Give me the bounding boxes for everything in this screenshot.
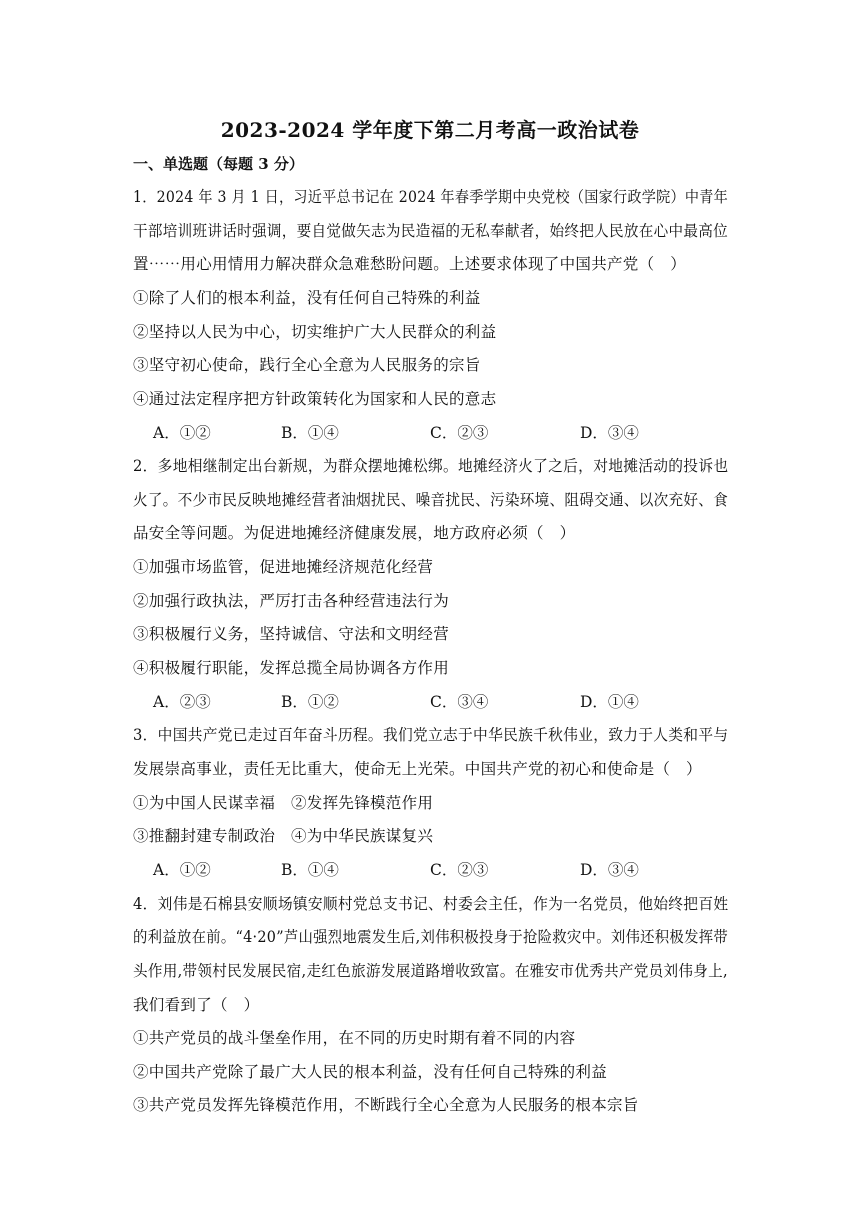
question-text-line: 我们看到了（ ） (133, 996, 260, 1014)
question-text-line: 头作用,带领村民发展民宿,走红色旅游发展道路增收致富。在雅安市优秀共产党员刘伟身上, (133, 962, 728, 980)
option-b: B．①② (281, 693, 339, 711)
question-text-line: 1．2024 年 3 月 1 日，习近平总书记在 2024 年春季学期中央党校（国家行政学院）中青年 (133, 188, 728, 206)
statement-line: ④通过法定程序把方针政策转化为国家和人民的意志 (133, 390, 497, 408)
option-a: A．①② (153, 861, 211, 879)
option-c: C．③④ (430, 693, 489, 711)
statement-line: ②中国共产党除了最广大人民的根本利益，没有任何自己特殊的利益 (133, 1063, 608, 1081)
statement-line: ①共产党员的战斗堡垒作用，在不同的历史时期有着不同的内容 (133, 1029, 576, 1047)
option-a: A．①② (153, 424, 211, 442)
exam-title: 2023-2024 学年度下第二月考高一政治试卷 (220, 118, 640, 142)
question-text-line: 品安全等问题。为促进地摊经济健康发展，地方政府必须（ ） (133, 524, 576, 542)
option-b: B．①④ (281, 424, 339, 442)
option-d: D．③④ (580, 861, 639, 879)
option-d: D．①④ (580, 693, 639, 711)
statement-line: ②加强行政执法，严厉打击各种经营违法行为 (133, 592, 450, 610)
statement-line: ④积极履行职能，发挥总揽全局协调各方作用 (133, 659, 450, 677)
option-d: D．③④ (580, 424, 639, 442)
statement-line: ③推翻封建专制政治 ④为中华民族谋复兴 (133, 827, 434, 845)
question-text-line: 4．刘伟是石棉县安顺场镇安顺村党总支书记、村委会主任，作为一名党员，他始终把百姓 (133, 895, 729, 913)
option-c: C．②③ (430, 424, 489, 442)
statement-line: ①为中国人民谋幸福 ②发挥先锋模范作用 (133, 794, 434, 812)
question-text-line: 发展崇高事业，责任无比重大，使命无上光荣。中国共产党的初心和使命是（ ） (133, 760, 702, 778)
section-heading: 一、单选题（每题 3 分） (133, 155, 304, 173)
statement-line: ③积极履行义务，坚持诚信、守法和文明经营 (133, 625, 450, 643)
option-b: B．①④ (281, 861, 339, 879)
statement-line: ①加强市场监管，促进地摊经济规范化经营 (133, 558, 434, 576)
question-text-line: 干部培训班讲话时强调，要自觉做矢志为民造福的无私奉献者，始终把人民放在心中最高位 (133, 222, 729, 240)
statement-line: ③坚守初心使命，践行全心全意为人民服务的宗旨 (133, 356, 481, 374)
option-c: C．②③ (430, 861, 489, 879)
question-text-line: 火了。不少市民反映地摊经营者油烟扰民、噪音扰民、污染环境、阻碍交通、以次充好、食 (133, 491, 729, 509)
question-text-line: 置⋯⋯用心用情用力解决群众急难愁盼问题。上述要求体现了中国共产党（ ） (133, 255, 687, 273)
statement-line: ③共产党员发挥先锋模范作用，不断践行全心全意为人民服务的根本宗旨 (133, 1096, 639, 1114)
statement-line: ②坚持以人民为中心，切实维护广大人民群众的利益 (133, 323, 497, 341)
question-text-line: 的利益放在前。“4·20”芦山强烈地震发生后,刘伟积极投身于抢险救灾中。刘伟还积极发挥带 (133, 928, 729, 946)
statement-line: ①除了人们的根本利益，没有任何自己特殊的利益 (133, 289, 481, 307)
option-a: A．②③ (153, 693, 211, 711)
question-text-line: 3．中国共产党已走过百年奋斗历程。我们党立志于中华民族千秋伟业，致力于人类和平与 (133, 726, 729, 744)
question-text-line: 2．多地相继制定出台新规，为群众摆地摊松绑。地摊经济火了之后，对地摊活动的投诉也 (133, 457, 729, 475)
